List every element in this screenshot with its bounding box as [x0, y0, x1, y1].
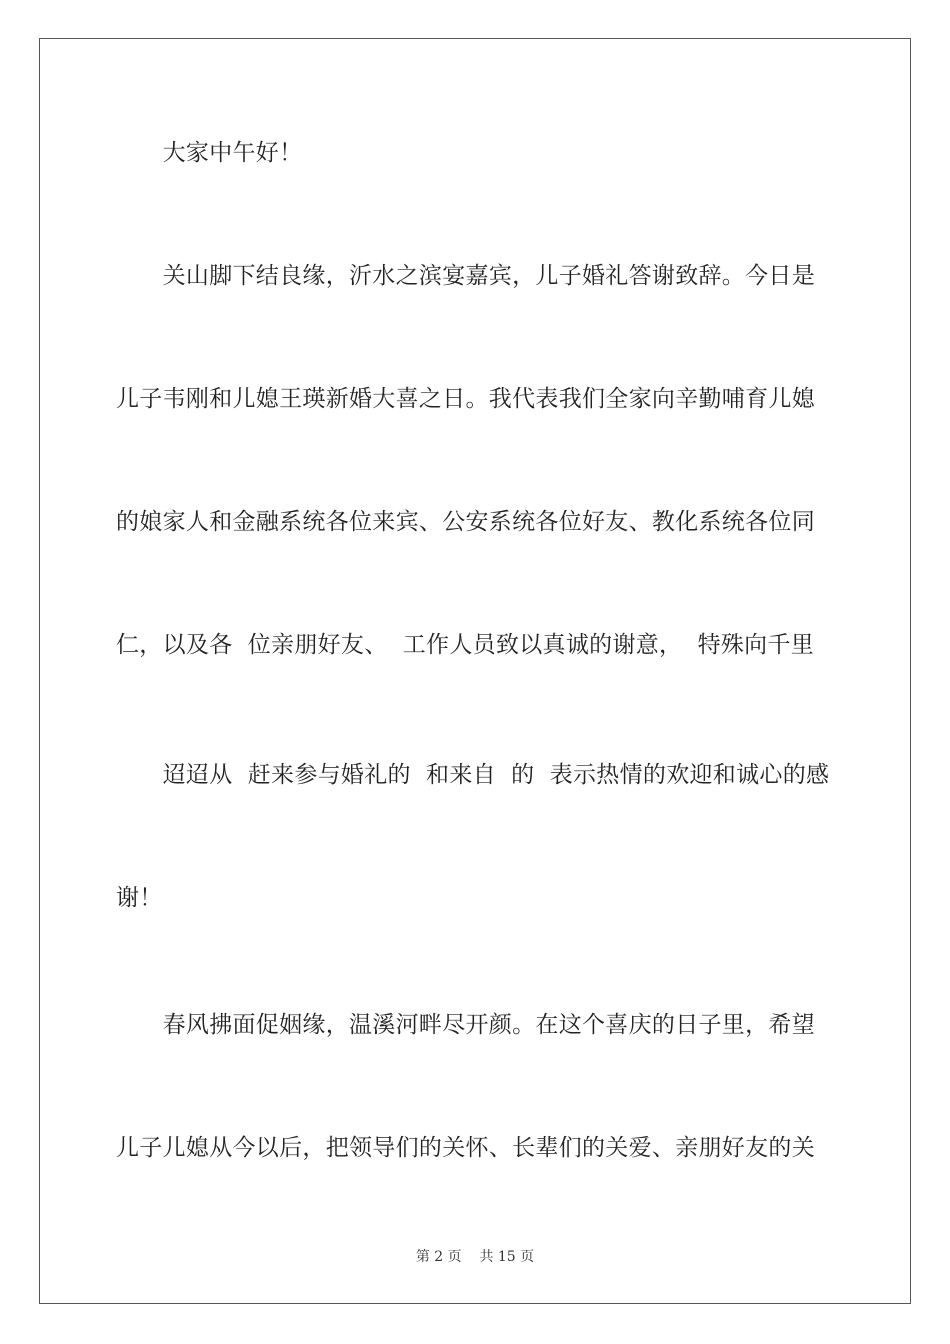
- page-frame: [39, 38, 911, 1304]
- paragraph-line: 的娘家人和金融系统各位来宾、公安系统各位好友、教化系统各位同: [116, 509, 815, 535]
- paragraph-line: 春风拂面促姻缘，温溪河畔尽开颜。在这个喜庆的日子里，希望: [116, 1012, 815, 1038]
- paragraph-line: 关山脚下结良缘，沂水之滨宴嘉宾，儿子婚礼答谢致辞。今日是: [116, 263, 815, 289]
- page-number: 第 2 页: [415, 1249, 462, 1265]
- total-pages: 共 15 页: [479, 1249, 535, 1265]
- page-footer: [0, 1246, 950, 1266]
- paragraph-line: 谢！: [116, 885, 163, 911]
- paragraph-line: 儿子儿媳从今以后，把领导们的关怀、长辈们的关爱、亲朋好友的关: [116, 1135, 815, 1161]
- paragraph-line: 儿子韦刚和儿媳王瑛新婚大喜之日。我代表我们全家向辛勤哺育儿媳: [116, 386, 815, 412]
- paragraph-line: 大家中午好！: [116, 140, 303, 166]
- paragraph-line: 仁，以及各 位亲朋好友、 工作人员致以真诚的谢意， 特殊向千里: [116, 632, 815, 658]
- paragraph-line: 迢迢从 赶来参与婚礼的 和来自 的 表示热情的欢迎和诚心的感: [116, 762, 830, 788]
